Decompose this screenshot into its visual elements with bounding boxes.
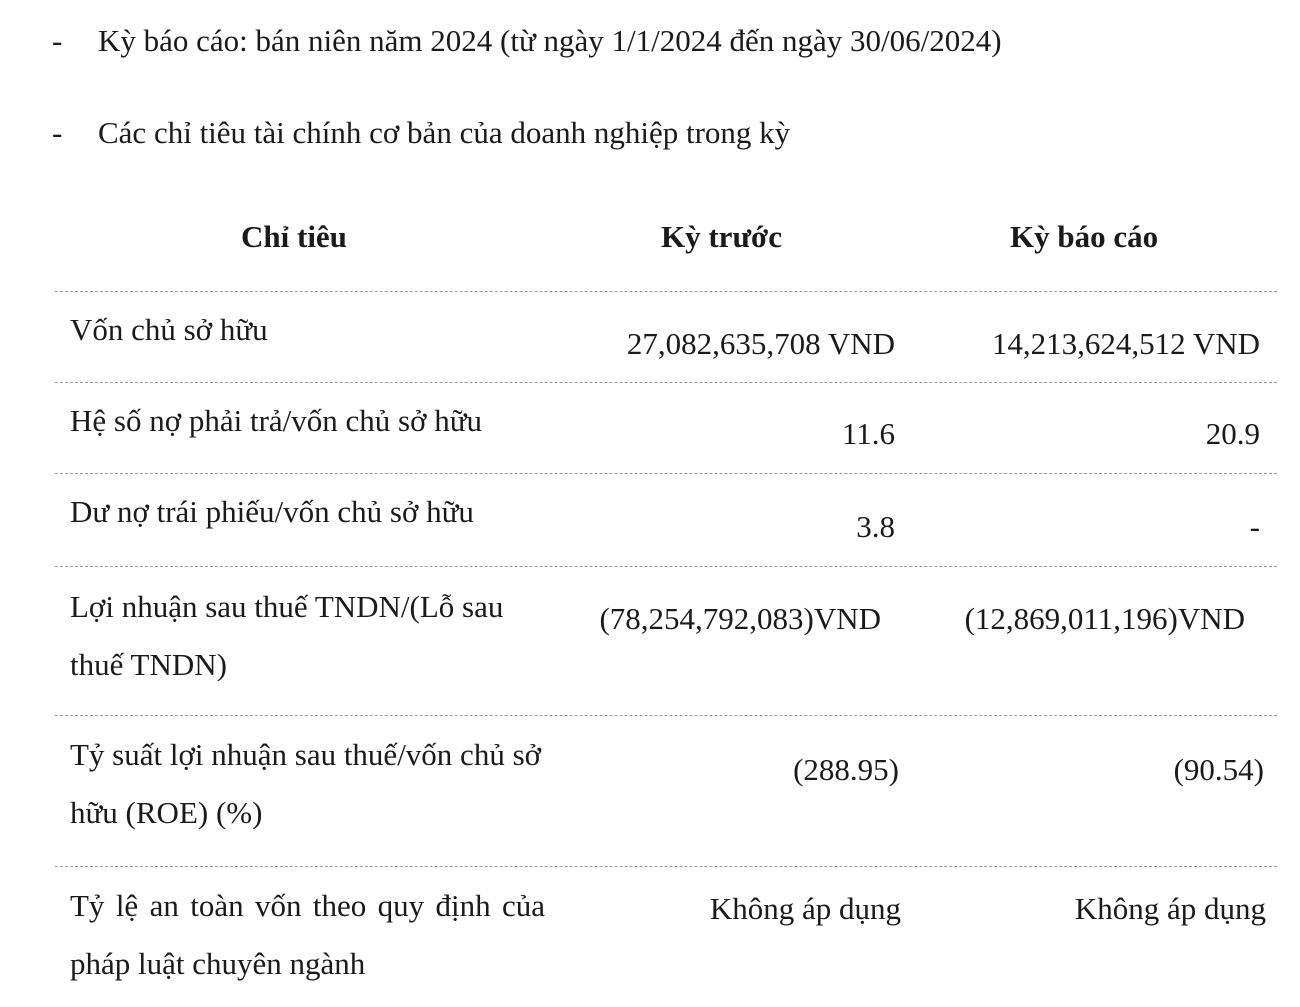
bullet-report-period [52,25,1002,56]
bullet-dash: - [52,115,63,150]
current-value: (90.54) [1173,752,1264,787]
row-label: Lợi nhuận sau thuế TNDN/(Lỗ sau thuế TNDN) [70,589,504,682]
header-indicator: Chỉ tiêu [241,219,347,254]
current-value: - [1249,509,1260,544]
prior-value: (288.95) [793,752,899,787]
current-value: 14,213,624,512 VND [991,326,1260,361]
prior-value: Không áp dụng [709,891,901,926]
prior-value: 11.6 [841,416,895,451]
table-row [55,567,1277,716]
current-value: (12,869,011,196)VND [964,601,1245,636]
indicators-intro-text: Các chỉ tiêu tài chính cơ bản của doanh nghiệp trong kỳ [98,115,791,150]
table-row [55,867,1277,1007]
prior-value: (78,254,792,083)VND [599,601,881,636]
table-row [55,292,1277,383]
table-row [55,474,1277,567]
bullet-indicators-intro [52,117,790,148]
bullet-dash: - [52,23,63,58]
row-label: Tỷ suất lợi nhuận sau thuế/vốn chủ sở hữu (ROE) (%) [70,737,542,830]
report-period-text: Kỳ báo cáo: bán niên năm 2024 (từ ngày 1/1/2024 đến ngày 30/06/2024) [98,23,1002,58]
financial-indicators-table [55,195,1277,1007]
table-row [55,716,1277,867]
row-label: Dư nợ trái phiếu/vốn chủ sở hữu [70,494,474,529]
header-prior-period: Kỳ trước [661,219,782,254]
row-label: Vốn chủ sở hữu [70,312,268,347]
table-header-row [55,195,1277,292]
current-value: Không áp dụng [1074,891,1266,926]
row-label: Tỷ lệ an toàn vốn theo quy định của pháp luật chuyên ngành [70,888,545,981]
header-report-period: Kỳ báo cáo [1010,219,1159,254]
prior-value: 27,082,635,708 VND [626,326,895,361]
row-label: Hệ số nợ phải trả/vốn chủ sở hữu [70,403,483,438]
prior-value: 3.8 [856,509,895,544]
table-row [55,383,1277,474]
current-value: 20.9 [1205,416,1260,451]
